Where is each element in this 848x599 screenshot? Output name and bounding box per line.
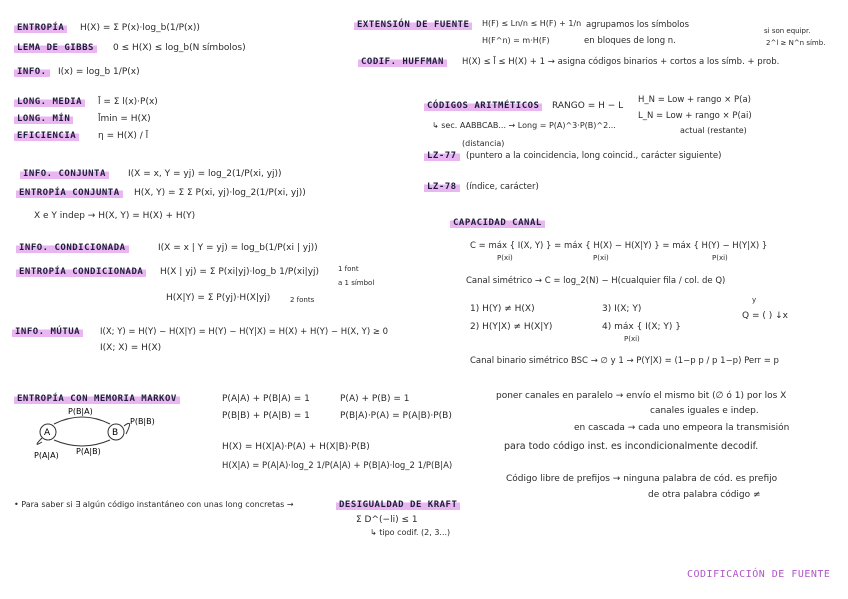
markov-diagram bbox=[30, 404, 200, 460]
edge-ab-label: P(A|B) bbox=[76, 447, 101, 456]
label-entropia-condicionada: ENTROPÍA CONDICIONADA bbox=[16, 266, 146, 278]
kraft-note: ↳ tipo codif. (2, 3...) bbox=[370, 528, 451, 537]
edge-a-to-b bbox=[54, 417, 110, 424]
footer-title: CODIFICACIÓN DE FUENTE bbox=[687, 569, 831, 580]
capacidad-sub-1: P(xi) bbox=[497, 254, 513, 262]
edge-ba-label: P(B|A) bbox=[68, 407, 93, 416]
formula-info: I(x) = log_b 1/P(x) bbox=[58, 67, 140, 77]
formula-info-mutua: I(X; Y) = H(Y) − H(X|Y) = H(Y) − H(Y|X) = H(X) + H(Y) − H(X, Y) ≥ 0 bbox=[100, 327, 389, 337]
markov-eq-1: P(A|A) + P(B|A) = 1 bbox=[222, 394, 310, 404]
label-long-min: LONG. MÍN bbox=[14, 113, 73, 125]
edge-bb-label: P(B|B) bbox=[130, 417, 155, 426]
node-a-label: A bbox=[44, 428, 51, 438]
paralelo-text-2: canales iguales e indep. bbox=[650, 406, 759, 416]
capacidad-sub-3: P(xi) bbox=[712, 254, 728, 262]
markov-eq-5: H(X) = H(X|A)·P(A) + H(X|B)·P(B) bbox=[222, 442, 370, 452]
label-info-mutua: INFO. MÚTUA bbox=[12, 326, 83, 338]
libre-text: Código libre de prefijos → ninguna palabra de cód. es prefijo bbox=[506, 474, 778, 484]
formula-long-min: l̄min = H(X) bbox=[98, 114, 151, 124]
prop-1: 1) H(Y) ≠ H(X) bbox=[470, 304, 535, 314]
label-capacidad: CAPACIDAD CANAL bbox=[450, 217, 545, 229]
loop-a bbox=[37, 438, 42, 444]
formula-entropia: H(X) = Σ P(x)·log_b(1/P(x)) bbox=[80, 23, 200, 33]
kraft-text: • Para saber si ∃ algún código instantáneo con unas long concretas → bbox=[14, 500, 294, 509]
formula-huffman: H(X) ≤ l̄ ≤ H(X) + 1 → asigna códigos binarios + cortos a los símb. + prob. bbox=[462, 57, 780, 67]
formula-gibbs: 0 ≤ H(X) ≤ log_b(N símbolos) bbox=[113, 43, 246, 53]
label-markov: ENTROPÍA CON MEMORIA MARKOV bbox=[14, 393, 180, 405]
formula-ext-fuente: H(F) ≤ Ln/n ≤ H(F) + 1/n bbox=[482, 19, 582, 28]
prop-4-sub: P(xi) bbox=[624, 335, 640, 343]
label-lz77: LZ-77 bbox=[424, 150, 460, 162]
label-aritmeticos: CÓDIGOS ARITMÉTICOS bbox=[424, 100, 542, 112]
label-lz78: LZ-78 bbox=[424, 181, 460, 193]
aritmeticos-actual: actual (restante) bbox=[680, 126, 747, 135]
label-entropia: ENTROPÍA bbox=[14, 22, 67, 34]
formula-info-conjunta: I(X = x, Y = yj) = log_2(1/P(xi, yj)) bbox=[128, 169, 282, 179]
label-eficiencia: EFICIENCIA bbox=[14, 130, 79, 142]
aritmeticos-distancia: (distancia) bbox=[462, 139, 505, 148]
matrix-q: Q = ( ) ↓x bbox=[742, 311, 788, 321]
ext-note-1: agrupamos los símbolos bbox=[586, 20, 690, 30]
ext-note-2: en bloques de long n. bbox=[584, 36, 676, 46]
canal-bsc: Canal binario simétrico BSC → ∅ y 1 → P(Y|X) = (1−p p / p 1−p) Perr = p bbox=[470, 356, 779, 366]
formula-kraft: Σ D^(−li) ≤ 1 bbox=[356, 515, 418, 525]
prop-2: 2) H(Y|X) ≠ H(X|Y) bbox=[470, 322, 553, 332]
edge-b-to-a bbox=[54, 440, 110, 446]
aritmeticos-seq: ↳ sec. AABBCAB... → Long = P(A)^3·P(B)^2... bbox=[432, 121, 616, 130]
ext-side-2: 2^l ≥ N^n símb. bbox=[766, 39, 826, 47]
formula-rango: RANGO = H − L bbox=[552, 101, 624, 111]
libre-text-2: de otra palabra código ≠ bbox=[648, 490, 761, 500]
label-long-media: LONG. MEDIA bbox=[14, 96, 85, 108]
formula-eficiencia: η = H(X) / l̄ bbox=[98, 131, 149, 141]
label-info-condicionada: INFO. CONDICIONADA bbox=[16, 242, 129, 254]
edge-aa-label: P(A|A) bbox=[34, 451, 59, 460]
formula-info-mutua-2: I(X; X) = H(X) bbox=[100, 343, 162, 353]
node-b-label: B bbox=[112, 428, 119, 438]
canal-simetrico: Canal simétrico → C = log_2(N) − H(cualquier fila / col. de Q) bbox=[466, 276, 726, 286]
formula-entropia-conjunta: H(X, Y) = Σ Σ P(xi, yj)·log_2(1/P(xi, yj)) bbox=[134, 188, 306, 198]
cascada-text: en cascada → cada uno empeora la transmisión bbox=[574, 423, 790, 433]
formula-condicionada-2: H(X|Y) = Σ P(yj)·H(X|yj) bbox=[166, 293, 271, 303]
formula-long-media: l̄ = Σ l(x)·P(x) bbox=[98, 97, 158, 107]
formula-ext-fuente-2: H(F^n) = m·H(F) bbox=[482, 36, 550, 45]
formula-ln: L_N = Low + rango × P(ai) bbox=[638, 111, 752, 121]
markov-eq-4: P(B|A)·P(A) = P(A|B)·P(B) bbox=[340, 411, 452, 421]
lz78-text: (índice, carácter) bbox=[466, 182, 539, 192]
label-kraft: DESIGUALDAD DE KRAFT bbox=[336, 499, 460, 511]
prop-3: 3) I(X; Y) bbox=[602, 304, 642, 314]
label-entropia-conjunta: ENTROPÍA CONJUNTA bbox=[16, 187, 123, 199]
label-info: INFO. bbox=[14, 66, 50, 78]
note-1-font: 1 font bbox=[338, 265, 359, 273]
markov-eq-3: P(A) + P(B) = 1 bbox=[340, 394, 410, 404]
lz77-text: (puntero a la coincidencia, long coincid., carácter siguiente) bbox=[466, 151, 722, 161]
label-ext-fuente: EXTENSIÓN DE FUENTE bbox=[354, 19, 472, 31]
matrix-q-y: y bbox=[752, 296, 757, 304]
loop-b bbox=[124, 423, 130, 434]
label-huffman: CODIF. HUFFMAN bbox=[358, 56, 447, 68]
label-info-conjunta: INFO. CONJUNTA bbox=[20, 168, 109, 180]
indep-note: X e Y indep → H(X, Y) = H(X) + H(Y) bbox=[34, 211, 196, 221]
codigo-inst-text: para todo código inst. es incondicionalmente decodif. bbox=[504, 441, 759, 452]
markov-eq-2: P(B|B) + P(A|B) = 1 bbox=[222, 411, 310, 421]
formula-hn: H_N = Low + rango × P(a) bbox=[638, 95, 751, 105]
markov-eq-6: H(X|A) = P(A|A)·log_2 1/P(A|A) + P(B|A)·log_2 1/P(B|A) bbox=[222, 461, 453, 471]
prop-4: 4) máx { I(X; Y) } bbox=[602, 322, 681, 332]
label-gibbs: LEMA DE GIBBS bbox=[14, 42, 97, 54]
formula-entropia-condicionada: H(X | yj) = Σ P(xi|yj)·log_b 1/P(xi|yj) bbox=[160, 267, 320, 277]
capacidad-sub-2: P(xi) bbox=[593, 254, 609, 262]
paralelo-text: poner canales en paralelo → envío el mismo bit (∅ ó 1) por los X bbox=[496, 391, 787, 401]
ext-side-1: si son equipr. bbox=[764, 27, 811, 35]
note-2-fonts: 2 fonts bbox=[290, 296, 315, 304]
formula-info-condicionada: I(X = x | Y = yj) = log_b(1/P(xi | yj)) bbox=[158, 243, 318, 253]
note-1-simbol: a 1 símbol bbox=[338, 279, 375, 287]
formula-capacidad: C = máx { I(X, Y) } = máx { H(X) − H(X|Y) } = máx { H(Y) − H(Y|X) } bbox=[470, 241, 768, 251]
